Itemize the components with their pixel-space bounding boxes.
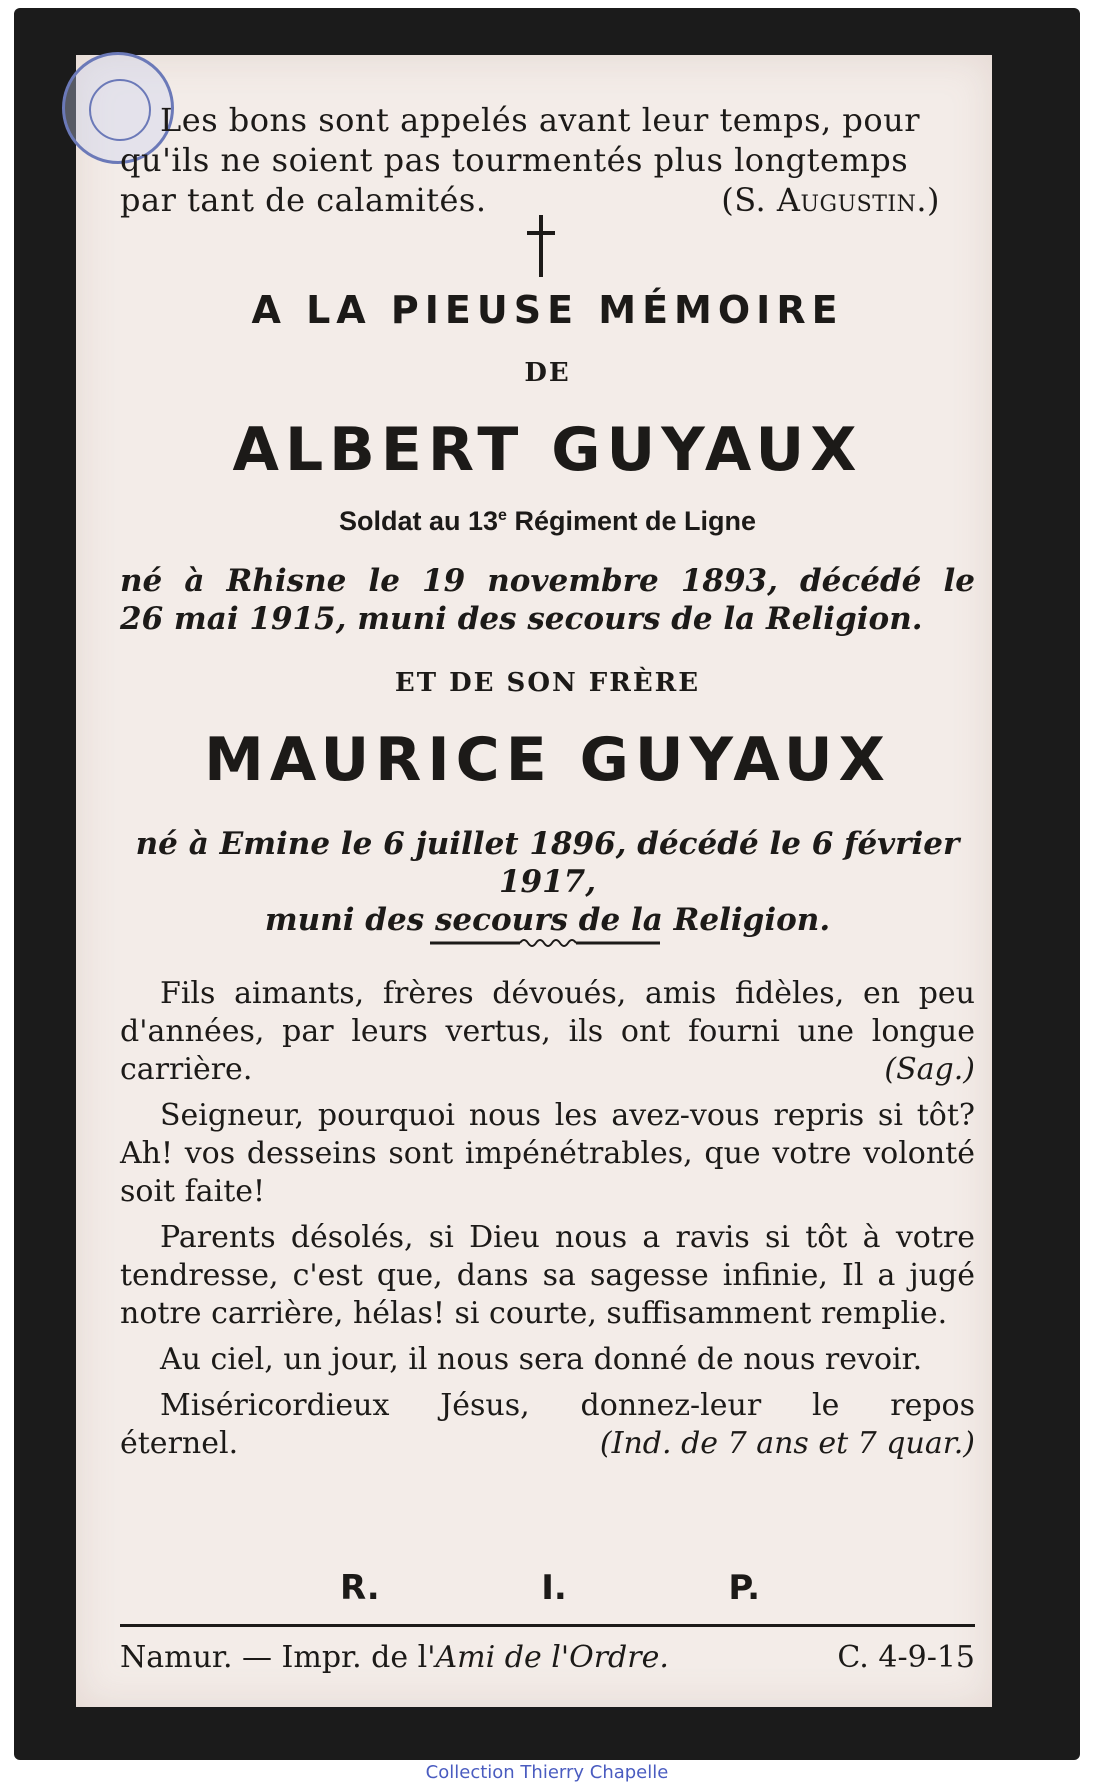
rip-initials xyxy=(340,1568,760,1608)
footer-imprint xyxy=(120,1640,669,1675)
epigraph-line-2: qu'ils ne soient pas tourmentés plus longtemps xyxy=(120,141,909,179)
rank-superscript: e xyxy=(498,507,507,524)
paragraph-1 xyxy=(120,975,975,1089)
paragraph-5 xyxy=(120,1387,975,1463)
paragraph-5-reference: (Ind. de 7 ans et 7 quar.) xyxy=(599,1426,975,1461)
person2-dates-line-2: muni des secours de la Religion. xyxy=(264,902,831,938)
person2-name: MAURICE GUYAUX xyxy=(204,725,891,795)
person1-dates-line-2: 26 mai 1915, muni des secours de la Religion. xyxy=(120,601,923,637)
paragraph-2: Seigneur, pourquoi nous les avez-vous repris si tôt? Ah! vos desseins sont impénétrables, que votre volonté soit faite! xyxy=(120,1098,975,1209)
paragraph-3: Parents désolés, si Dieu nous a ravis si tôt à votre tendresse, c'est que, dans sa sagesse infinie, Il a jugé notre carrière, hélas! si courte, suffisamment remplie. xyxy=(120,1220,975,1331)
footer-rule xyxy=(120,1624,975,1627)
rip-p: P. xyxy=(728,1568,760,1608)
person1-rank xyxy=(120,506,975,537)
collection-watermark: Collection Thierry Chapelle xyxy=(425,1762,669,1783)
person2-dates xyxy=(120,825,975,939)
footer-code: C. 4-9-15 xyxy=(837,1640,975,1675)
rip-i: I. xyxy=(541,1568,567,1608)
person1-name: ALBERT GUYAUX xyxy=(232,415,863,485)
rank-prefix: Soldat au 13 xyxy=(339,506,499,536)
footer-printer: Ami de l'Ordre. xyxy=(435,1640,669,1675)
paragraph-1-reference: (Sag.) xyxy=(884,1052,975,1087)
brother-heading: ET DE SON FRÈRE xyxy=(394,668,701,698)
prayer-text xyxy=(120,975,975,1463)
ornamental-divider xyxy=(430,935,660,951)
epigraph xyxy=(120,100,975,220)
footer-city: Namur. — Impr. de l' xyxy=(120,1640,436,1675)
memorial-heading: A LA PIEUSE MÉMOIRE xyxy=(251,288,844,332)
cross-icon xyxy=(523,215,559,277)
rank-suffix: Régiment de Ligne xyxy=(506,506,756,536)
paragraph-5-line-2: éternel. xyxy=(120,1426,239,1461)
printer-footer xyxy=(120,1640,975,1675)
paragraph-1-text: Fils aimants, frères dévoués, amis fidèles, en peu d'années, par leurs vertus, ils ont fourni une longue carrière. xyxy=(120,976,975,1087)
epigraph-line-3: par tant de calamités. xyxy=(120,181,487,219)
epigraph-source: (S. Augustin.) xyxy=(721,181,940,219)
person1-dates xyxy=(120,562,975,638)
heading-de: DE xyxy=(524,358,571,388)
epigraph-line-1: Les bons sont appelés avant leur temps, pour xyxy=(160,101,920,139)
paragraph-5-line-1: Miséricordieux Jésus, donnez-leur le repos xyxy=(160,1388,975,1423)
person2-dates-line-1: né à Emine le 6 juillet 1896, décédé le 6 février 1917, xyxy=(135,826,960,900)
rip-r: R. xyxy=(340,1568,380,1608)
person1-dates-line-1: né à Rhisne le 19 novembre 1893, décédé le xyxy=(120,563,975,599)
paragraph-4: Au ciel, un jour, il nous sera donné de nous revoir. xyxy=(160,1342,923,1377)
